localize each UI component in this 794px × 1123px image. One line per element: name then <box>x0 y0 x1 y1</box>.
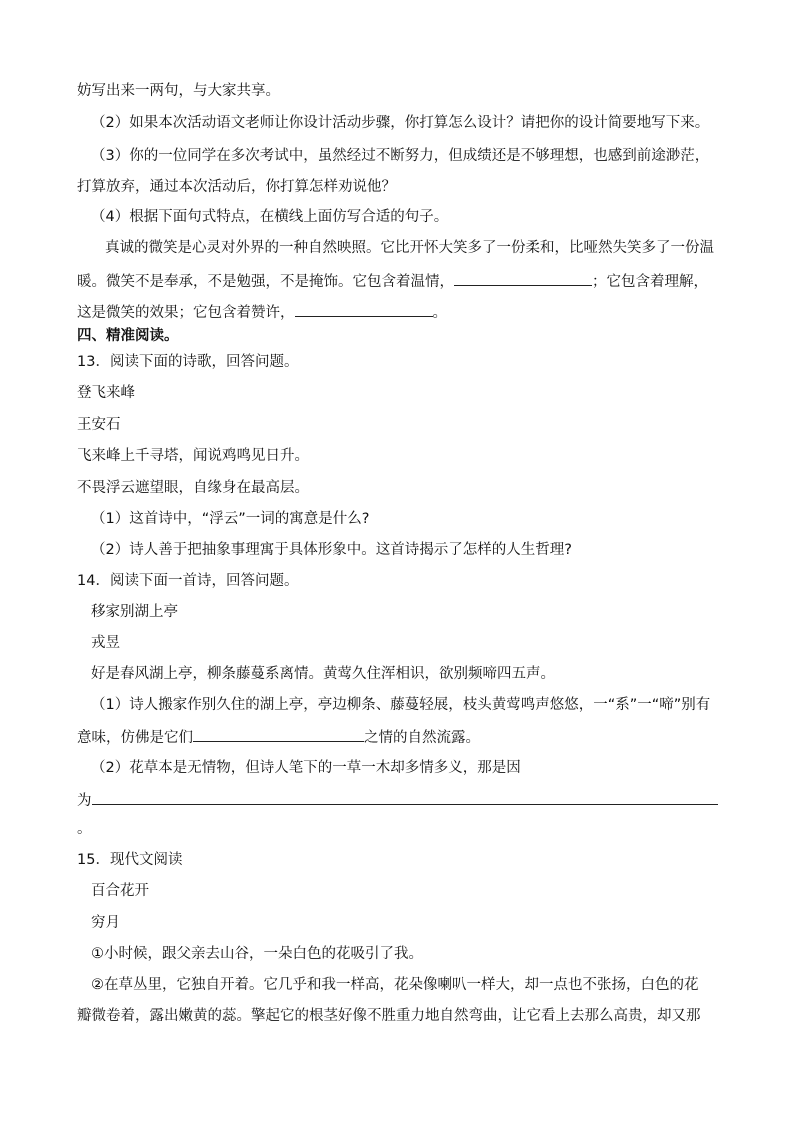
question-12-2: （2）如果本次活动语文老师让你设计活动步骤，你打算怎么设计？请把你的设计简要地写下来。 <box>91 115 710 131</box>
poem-author: 戎昱 <box>91 635 120 651</box>
text-segment: 。 <box>432 305 447 321</box>
text-segment: 暖。微笑不是奉承，不是勉强，不是掩饰。它包含着温情， <box>77 274 454 290</box>
text-line: 。 <box>77 821 92 837</box>
question-14-1: （1）诗人搬家作别久住的湖上亭，亭边柳条、藤蔓轻展，枝头黄莺鸣声悠悠，一“系”一“啼”别有 <box>91 697 711 713</box>
poem-title: 登飞来峰 <box>77 385 135 401</box>
text-line-with-blank <box>77 789 718 811</box>
section-heading: 四、精准阅读。 <box>77 328 179 344</box>
question-15: 15．现代文阅读 <box>77 852 183 868</box>
answer-blank[interactable] <box>295 301 433 317</box>
poem-line: 不畏浮云遮望眼，自缘身在最高层。 <box>77 480 309 496</box>
poem-author: 王安石 <box>77 417 121 433</box>
text-segment: 这是微笑的效果；它包含着赞许， <box>77 305 295 321</box>
text-segment: 之情的自然流露。 <box>364 730 480 746</box>
text-line-with-blank <box>77 270 708 292</box>
question-14-2: （2）花草本是无情物，但诗人笔下的一草一木却多情多义，那是因 <box>91 760 521 776</box>
essay-paragraph: ①小时候，跟父亲去山谷，一朵白色的花吸引了我。 <box>91 946 423 962</box>
text-line: 妨写出来一两句，与大家共享。 <box>77 83 280 99</box>
question-13-1: （1）这首诗中，“浮云”一词的寓意是什么? <box>91 511 370 527</box>
text-segment: 为 <box>77 793 92 809</box>
question-13-2: （2）诗人善于把抽象事理寓于具体形象中。这首诗揭示了怎样的人生哲理? <box>91 542 572 558</box>
text-segment: ；它包含着理解， <box>592 274 708 290</box>
poem-body: 好是春风湖上亭，柳条藤蔓系离情。黄莺久住浑相识，欲别频啼四五声。 <box>91 666 555 682</box>
text-line-with-blank <box>77 726 480 748</box>
question-12-3: （3）你的一位同学在多次考试中，虽然经过不断努力，但成绩还是不够理想，也感到前途渺茫， <box>91 148 710 164</box>
answer-blank[interactable] <box>92 789 718 805</box>
poem-title: 移家别湖上亭 <box>91 604 178 620</box>
essay-author: 穷月 <box>91 915 120 931</box>
essay-title: 百合花开 <box>91 883 149 899</box>
text-line: 真诚的微笑是心灵对外界的一种自然映照。它比开怀大笑多了一份柔和，比哑然失笑多了一份温 <box>105 240 714 256</box>
text-line: 瓣微卷着，露出嫩黄的蕊。擎起它的根茎好像不胜重力地自然弯曲，让它看上去那么高贵，却又那 <box>77 1008 701 1024</box>
answer-blank[interactable] <box>193 726 364 742</box>
text-line: 打算放弃，通过本次活动后，你打算怎样劝说他？ <box>77 179 396 195</box>
essay-paragraph: ②在草丛里，它独自开着。它几乎和我一样高，花朵像喇叭一样大，却一点也不张扬，白色的花 <box>91 977 699 993</box>
question-14: 14．阅读下面一首诗，回答问题。 <box>77 573 299 589</box>
answer-blank[interactable] <box>454 270 592 286</box>
question-12-4: （4）根据下面句式特点，在横线上面仿写合适的句子。 <box>91 209 449 225</box>
text-line-with-blank <box>77 301 447 323</box>
question-13: 13．阅读下面的诗歌，回答问题。 <box>77 354 299 370</box>
poem-line: 飞来峰上千寻塔，闻说鸡鸣见日升。 <box>77 448 309 464</box>
text-segment: 意味，仿佛是它们 <box>77 730 193 746</box>
